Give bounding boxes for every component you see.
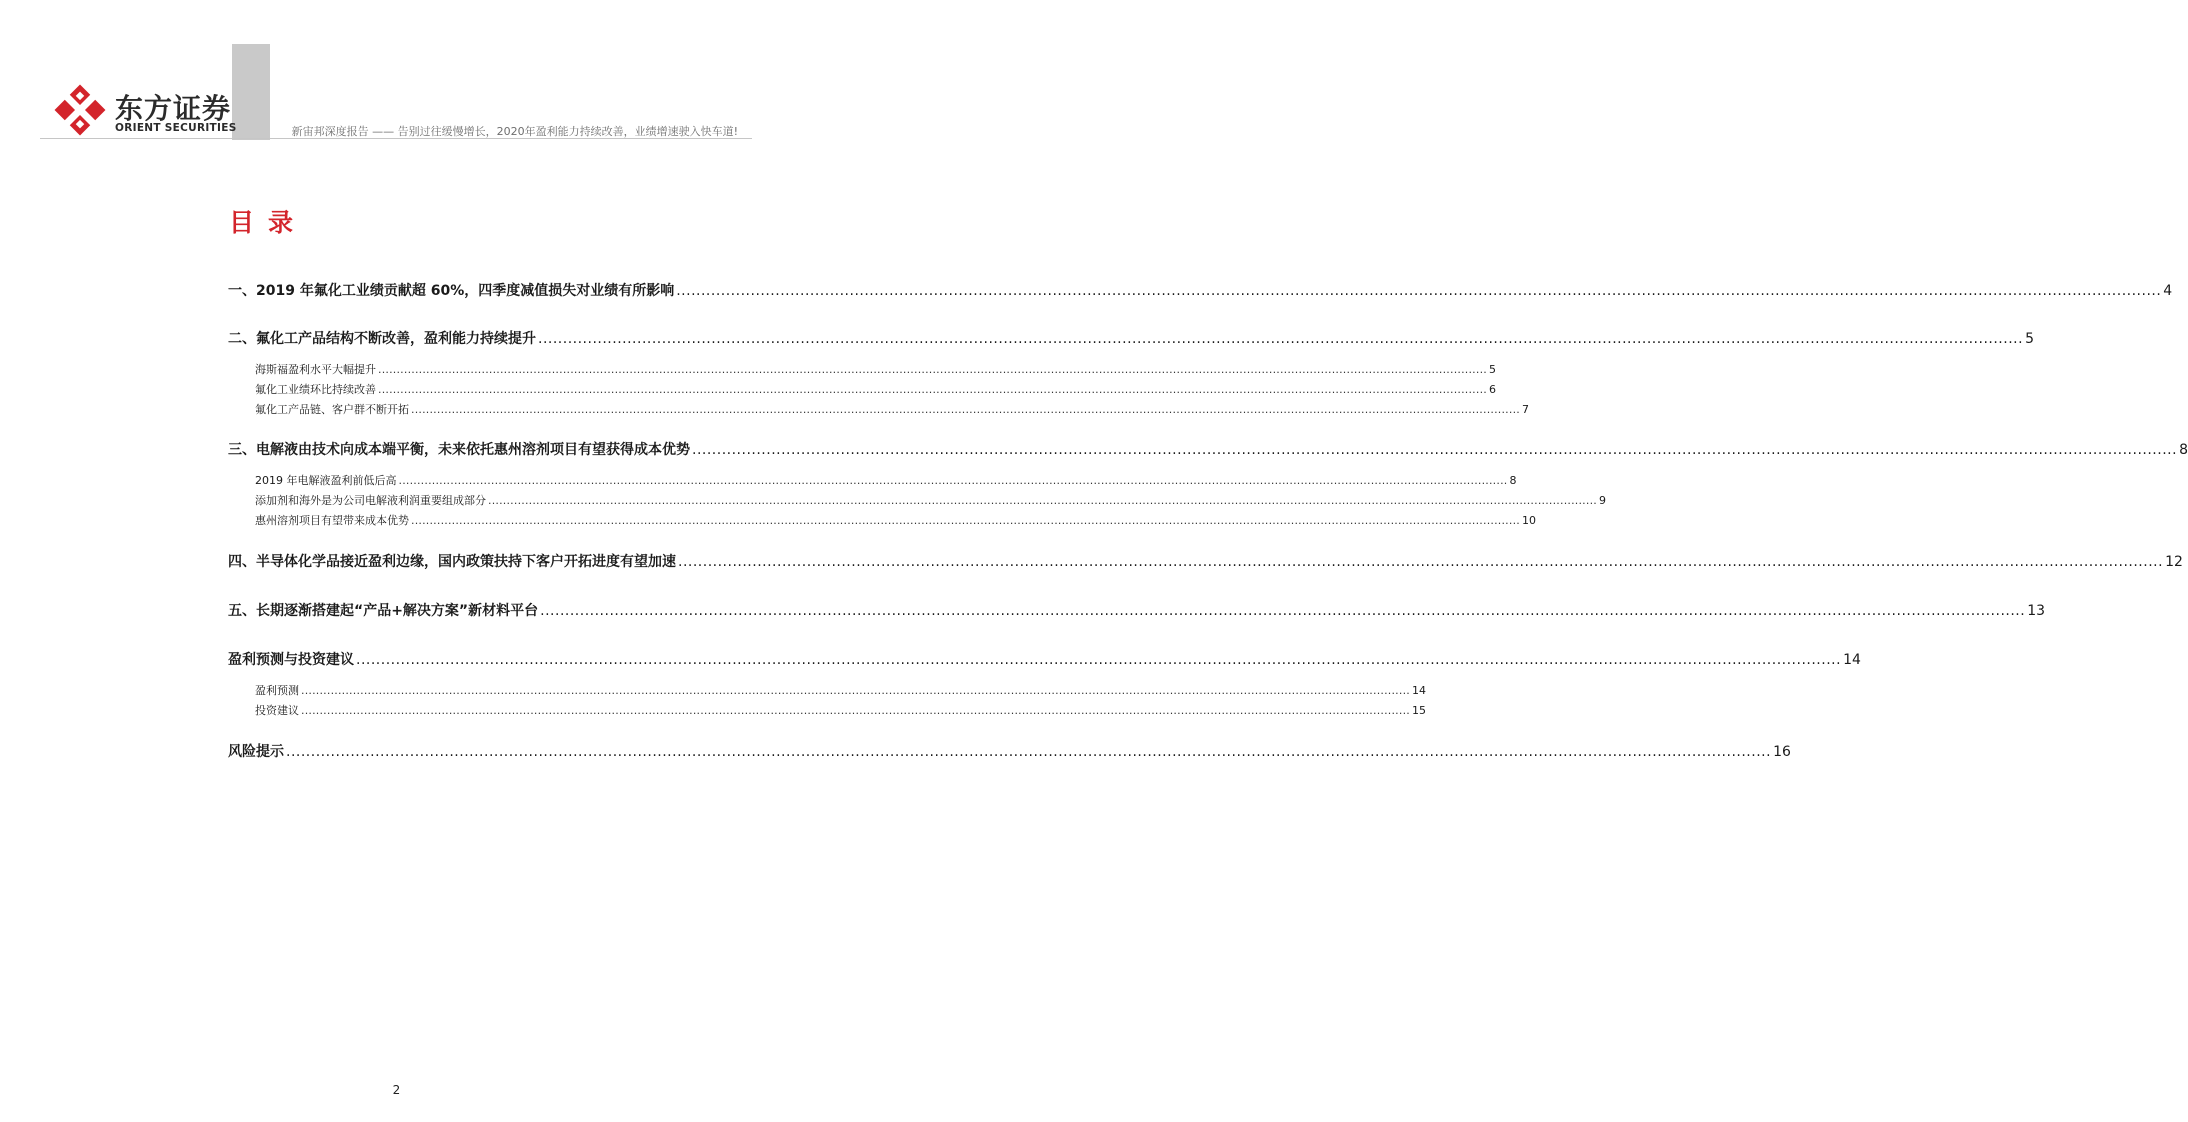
toc-entry-label: 添加剂和海外是为公司电解液利润重要组成部分 xyxy=(255,494,486,507)
orient-securities-logo-icon xyxy=(55,85,105,135)
toc-dot-leader: ............................................................................................................................................................................................................................................................................................................ xyxy=(538,331,2024,347)
toc-entry-label: 盈利预测与投资建议 xyxy=(228,652,354,668)
toc-dot-leader: ............................................................................................................................................................................................................................................................................................................ xyxy=(411,403,1520,416)
page-header xyxy=(0,0,793,142)
toc-entry-page: 6 xyxy=(1488,383,1496,396)
toc-entry[interactable] xyxy=(228,328,2034,348)
toc-dot-leader: ............................................................................................................................................................................................................................................................................................................ xyxy=(378,383,1487,396)
toc-entry-label: 风险提示 xyxy=(228,744,284,760)
toc-entry-label: 2019 年电解液盈利前低后高 xyxy=(255,474,397,487)
toc-entry-page: 7 xyxy=(1521,403,1529,416)
toc-entry-page: 12 xyxy=(2165,554,2183,570)
logo-chinese-name: 东方证券 xyxy=(115,92,232,125)
toc-subentry[interactable] xyxy=(255,682,1426,698)
toc-entry[interactable] xyxy=(228,439,2188,459)
toc-subentry[interactable] xyxy=(255,512,1536,528)
toc-entry-page: 5 xyxy=(2025,331,2034,347)
toc-dot-leader: ............................................................................................................................................................................................................................................................................................................ xyxy=(678,554,2164,570)
toc-entry-label: 盈利预测 xyxy=(255,684,299,697)
toc-subentry[interactable] xyxy=(255,361,1496,377)
logo-english-name: ORIENT SECURITIES xyxy=(115,122,237,134)
header-divider xyxy=(40,138,752,139)
toc-entry-label: 四、半导体化学品接近盈利边缘，国内政策扶持下客户开拓进度有望加速 xyxy=(228,554,676,570)
toc-entry-label: 氟化工业绩环比持续改善 xyxy=(255,383,376,396)
toc-entry-label: 五、长期逐渐搭建起“产品+解决方案”新材料平台 xyxy=(228,603,539,619)
toc-dot-leader: ............................................................................................................................................................................................................................................................................................................ xyxy=(540,603,2026,619)
toc-dot-leader: ............................................................................................................................................................................................................................................................................................................ xyxy=(356,652,1842,668)
toc-entry-page: 5 xyxy=(1488,363,1496,376)
toc-entry[interactable] xyxy=(228,600,2046,620)
toc-entry[interactable] xyxy=(228,551,2183,571)
toc-subentry[interactable] xyxy=(255,381,1496,397)
toc-entry-label: 惠州溶剂项目有望带来成本优势 xyxy=(255,514,409,527)
toc-entry-label: 三、电解液由技术向成本端平衡，未来依托惠州溶剂项目有望获得成本优势 xyxy=(228,442,690,458)
toc-dot-leader: ............................................................................................................................................................................................................................................................................................................ xyxy=(676,283,2162,299)
toc-entry-label: 一、2019 年氟化工业绩贡献超 60%，四季度减值损失对业绩有所影响 xyxy=(228,283,675,299)
toc-dot-leader: ............................................................................................................................................................................................................................................................................................................ xyxy=(692,442,2178,458)
toc-entry-page: 13 xyxy=(2027,603,2046,619)
toc-subentry[interactable] xyxy=(255,472,1517,488)
toc-entry-label: 二、氟化工产品结构不断改善，盈利能力持续提升 xyxy=(228,331,536,347)
toc-title: 目录 xyxy=(229,208,308,237)
toc-entry-label: 氟化工产品链、客户群不断开拓 xyxy=(255,403,409,416)
toc-entry-page: 14 xyxy=(1411,684,1426,697)
toc-dot-leader: ............................................................................................................................................................................................................................................................................................................ xyxy=(301,704,1410,717)
toc-entry-page: 8 xyxy=(1509,474,1517,487)
toc-entry-page: 9 xyxy=(1598,494,1606,507)
toc-subentry[interactable] xyxy=(255,702,1426,718)
toc-dot-leader: ............................................................................................................................................................................................................................................................................................................ xyxy=(301,684,1410,697)
toc-dot-leader: ............................................................................................................................................................................................................................................................................................................ xyxy=(488,494,1597,507)
report-title-line: 新宙邦深度报告 —— 告别过往缓慢增长，2020年盈利能力持续改善，业绩增速驶入快车道! xyxy=(291,125,738,138)
toc-dot-leader: ............................................................................................................................................................................................................................................................................................................ xyxy=(398,474,1508,487)
header-accent-bar xyxy=(232,44,270,140)
toc-entry-page: 10 xyxy=(1521,514,1536,527)
toc-entry-page: 4 xyxy=(2163,283,2173,299)
toc-dot-leader: ............................................................................................................................................................................................................................................................................................................ xyxy=(378,363,1487,376)
toc-entry-label: 投资建议 xyxy=(255,704,299,717)
toc-entry[interactable] xyxy=(228,280,2173,300)
toc-subentry[interactable] xyxy=(255,401,1529,417)
logo xyxy=(55,85,235,137)
toc-entry-page: 15 xyxy=(1411,704,1426,717)
toc-dot-leader: ............................................................................................................................................................................................................................................................................................................ xyxy=(411,514,1520,527)
toc-entry[interactable] xyxy=(228,649,1861,669)
toc-entry-label: 海斯福盈利水平大幅提升 xyxy=(255,363,376,376)
toc-entry-page: 14 xyxy=(1843,652,1861,668)
toc-entry[interactable] xyxy=(228,741,1791,761)
toc-entry-page: 8 xyxy=(2179,442,2188,458)
page-number: 2 xyxy=(392,1083,401,1097)
toc-dot-leader: ............................................................................................................................................................................................................................................................................................................ xyxy=(286,744,1772,760)
toc-subentry[interactable] xyxy=(255,492,1606,508)
toc-entry-page: 16 xyxy=(1773,744,1791,760)
